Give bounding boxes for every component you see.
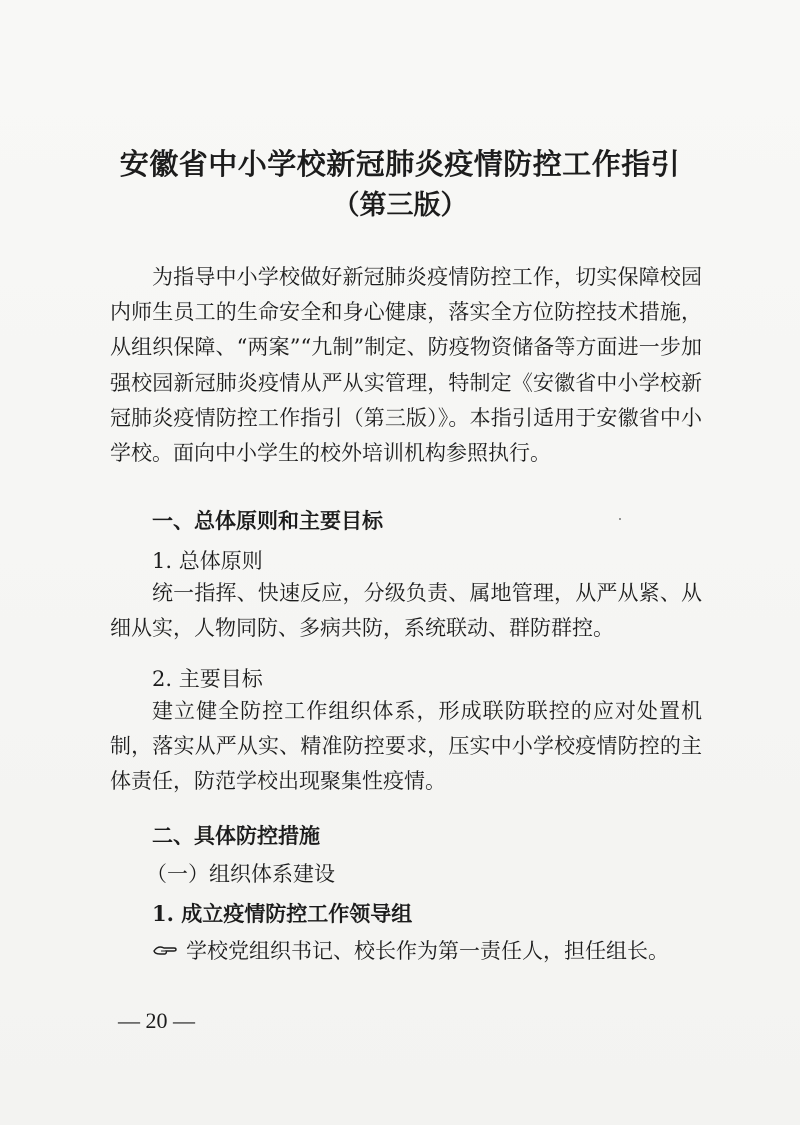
document-title: 安徽省中小学校新冠肺炎疫情防控工作指引 <box>119 147 681 181</box>
subsection-heading-general-principles: 1. 总体原则 <box>152 549 263 573</box>
main-goals-paragraph: 建立健全防控工作组织体系，形成联防联控的应对处置机制，落实从严从实、精准防控要求，压实中小学校疫情防控的主体责任，防范学校出现聚集性疫情。 <box>110 699 702 794</box>
subsection-heading-organization: （一）组织体系建设 <box>146 862 335 886</box>
bullet-text: 学校党组织书记、校长作为第一责任人，担任组长。 <box>186 939 669 963</box>
item-heading-leadership-group: 1. 成立疫情防控工作领导组 <box>152 901 413 926</box>
intro-paragraph: 为指导中小学校做好新冠肺炎疫情防控工作，切实保障校园内师生员工的生命安全和身心健康，落实全方位防控技术措施，从组织保障、“两案”“九制”制定、防疫物资储备等方面进一步加强校园新冠肺炎疫情从严从实管理，特制定《安徽省中小学校新冠肺炎疫情防控工作指引（第三版）》。本指引适用于安徽省中小学校。面向中小学生的校外培训机构参照执行。 <box>110 265 702 466</box>
pointing-hand-icon <box>152 942 178 958</box>
document-subtitle: （第三版） <box>332 190 468 221</box>
general-principles-paragraph: 统一指挥、快速反应，分级负责、属地管理，从严从紧、从细从实，人物同防、多病共防，系统联动、群防群控。 <box>110 581 702 641</box>
bullet-line <box>152 935 669 965</box>
subsection-heading-main-goals: 2. 主要目标 <box>152 667 263 691</box>
scan-speck <box>619 518 621 520</box>
section-heading-principles: 一、总体原则和主要目标 <box>152 509 383 533</box>
page-number: — 20 — <box>118 1008 195 1033</box>
section-heading-measures: 二、具体防控措施 <box>152 824 320 848</box>
